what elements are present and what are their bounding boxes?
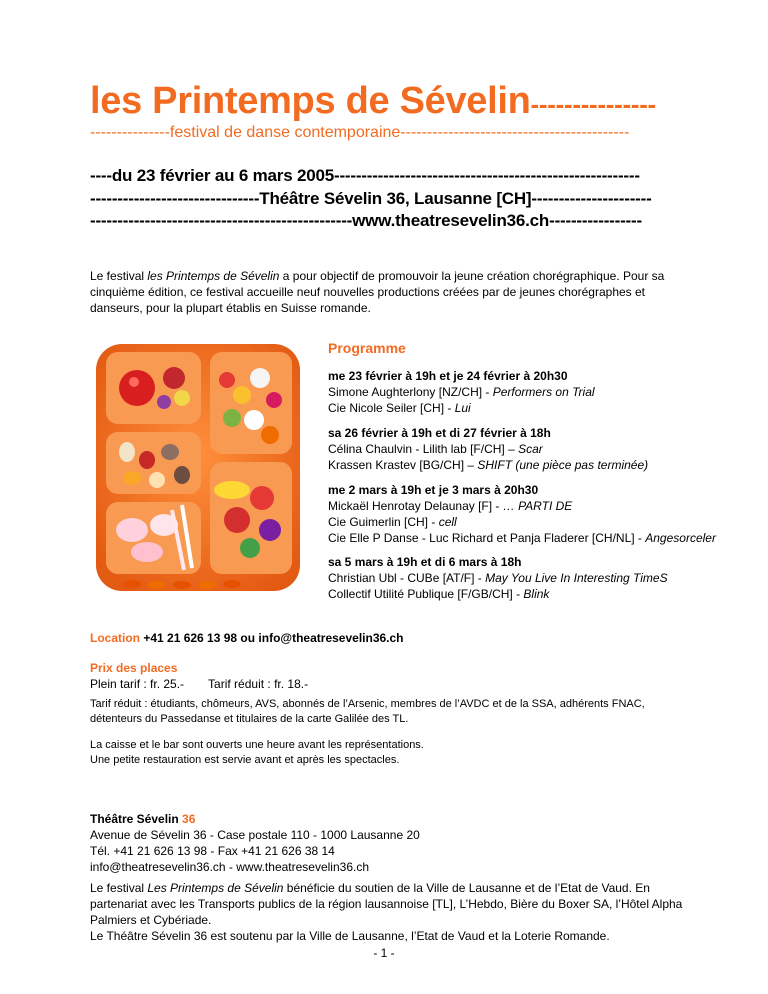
venue-line: -------------------------------Théâtre Sévelin 36, Lausanne [CH]----------------------	[90, 189, 652, 208]
theatre-phone: Tél. +41 21 626 13 98 - Fax +41 21 626 38 14	[90, 844, 335, 858]
date-line: ----du 23 février au 6 mars 2005--------------------------------------------------------	[90, 166, 640, 185]
theatre-web: info@theatresevelin36.ch - www.theatresevelin36.ch	[90, 860, 369, 874]
event-piece: … PARTI DE	[502, 499, 573, 513]
event-piece: SHIFT (une pièce pas terminée)	[477, 458, 649, 472]
festival-title	[90, 80, 656, 123]
price-full: Plein tarif : fr. 25.-	[90, 677, 185, 691]
support-block	[90, 880, 690, 944]
event-item	[328, 400, 728, 416]
support-line: Le Théâtre Sévelin 36 est soutenu par la Ville de Lausanne, l’Etat de Vaud et la Loterie Romande.	[90, 929, 610, 943]
event-date: sa 26 février à 19h et di 27 février à 18h	[328, 426, 551, 440]
event-company: Cie Guimerlin [CH] -	[328, 515, 439, 529]
support-festival-name: Les Printemps de Sévelin	[147, 881, 284, 895]
programme-event	[328, 425, 728, 473]
intro-before: Le festival	[90, 269, 148, 283]
event-company: Krassen Krastev [BG/CH] –	[328, 458, 478, 472]
location-label: Location	[90, 631, 140, 645]
event-piece: Blink	[523, 587, 550, 601]
theatre-name-text: Théâtre Sévelin	[90, 812, 183, 826]
location-value: +41 21 626 13 98 ou info@theatresevelin36.ch	[140, 631, 404, 645]
price-reduced: Tarif réduit : fr. 18.-	[208, 677, 309, 691]
event-date: sa 5 mars à 19h et di 6 mars à 18h	[328, 555, 522, 569]
location-line	[90, 630, 404, 646]
info-line: Une petite restauration est servie avant et après les spectacles.	[90, 754, 400, 766]
programme-title: Programme	[328, 340, 406, 356]
event-company: Collectif Utilité Publique [F/GB/CH] -	[328, 587, 524, 601]
info-block	[90, 738, 424, 768]
event-company: Célina Chaulvin - Lilith lab [F/CH] –	[328, 442, 519, 456]
event-company: Cie Nicole Seiler [CH] -	[328, 401, 455, 415]
food-tray-image	[92, 340, 304, 595]
event-company: Christian Ubl - CUBe [AT/F] -	[328, 571, 486, 585]
prices-block	[90, 660, 308, 692]
event-piece: May You Live In Interesting TimeS	[485, 571, 668, 585]
event-item	[328, 457, 728, 473]
title-text: les Printemps de Sévelin	[90, 80, 531, 122]
event-piece: Scar	[518, 442, 543, 456]
page-number: - 1 -	[373, 946, 395, 960]
programme-event	[328, 482, 728, 546]
event-piece: Lui	[454, 401, 471, 415]
intro-after: a pour objectif de promouvoir la jeune création chorégraphique. Pour sa cinquième édition, ce festival accueille neuf nouvelles productions créées par de jeunes chorégraphes et danseurs, pour la plupart établis en Suisse romande.	[90, 269, 665, 315]
info-line: La caisse et le bar sont ouverts une heure avant les représentations.	[90, 739, 424, 751]
event-item	[328, 441, 728, 457]
theatre-address	[90, 811, 420, 875]
event-company: Cie Elle P Danse - Luc Richard et Panja Fladerer [CH/NL] -	[328, 531, 646, 545]
event-piece: Angesorceler	[645, 531, 716, 545]
title-dashes: ---------------	[530, 89, 656, 119]
event-item	[328, 530, 728, 546]
prices-label: Prix des places	[90, 661, 178, 675]
programme-event	[328, 368, 728, 416]
theatre-name-number: 36	[182, 812, 196, 826]
festival-subtitle: ---------------festival de danse contemporaine-------------------------------------------	[90, 124, 630, 141]
theatre-name	[90, 811, 420, 827]
event-item	[328, 570, 728, 586]
event-company: Simone Aughterlony [NZ/CH] -	[328, 385, 493, 399]
support-before: Le festival	[90, 881, 148, 895]
support-after: bénéficie du soutien de la Ville de Lausanne et de l’Etat de Vaud. En partenariat avec les Transports publics de la région lausannoise [TL], L’Hebdo, Bière du Boxer SA, l’Hôtel Alpha Palmiers et Cybériade.	[90, 881, 683, 927]
event-date: me 23 février à 19h et je 24 février à 20h30	[328, 369, 568, 383]
price-note: Tarif réduit : étudiants, chômeurs, AVS, abonnés de l’Arsenic, membres de l’AVDC et de la SSA, adhérents FNAC, détenteurs du Passedanse et titulaires de la carte Galilée des TL.	[90, 698, 645, 725]
event-piece: cell	[438, 515, 457, 529]
event-item	[328, 586, 728, 602]
event-company: Mickaël Henrotay Delaunay [F] -	[328, 499, 503, 513]
support-paragraph	[90, 880, 690, 928]
intro-festival-name: les Printemps de Sévelin	[147, 269, 280, 283]
event-item	[328, 384, 728, 400]
event-date: me 2 mars à 19h et je 3 mars à 20h30	[328, 483, 539, 497]
programme-event	[328, 554, 728, 602]
website-line: ------------------------------------------------www.theatresevelin36.ch-----------------	[90, 211, 642, 230]
event-item	[328, 498, 728, 514]
theatre-street: Avenue de Sévelin 36 - Case postale 110 - 1000 Lausanne 20	[90, 828, 420, 842]
intro-paragraph	[90, 268, 680, 316]
event-piece: Performers on Trial	[492, 385, 595, 399]
prices-row	[90, 676, 308, 692]
event-item	[328, 514, 728, 530]
